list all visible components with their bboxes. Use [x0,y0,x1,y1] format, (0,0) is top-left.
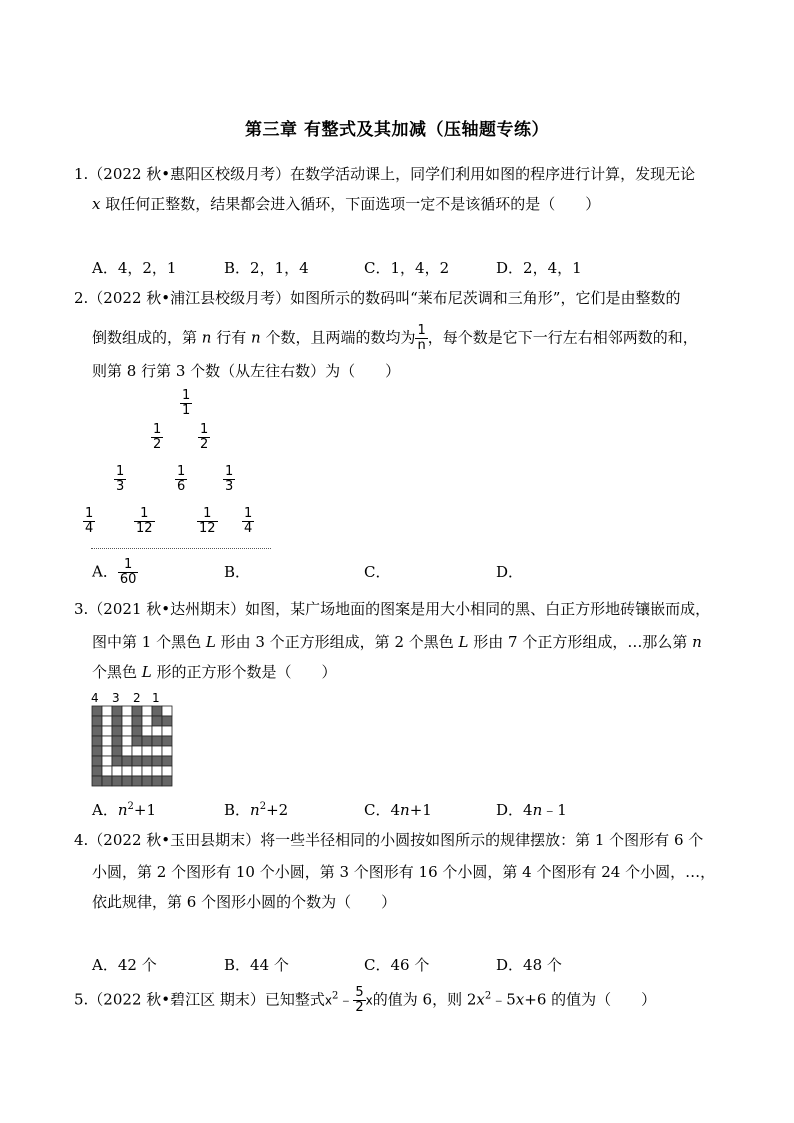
q3-choice-d[interactable]: D．4n﹣1 [496,801,567,819]
triangle-row4-cell2: $\frac{1}{12}$ [136,506,153,536]
q1-choice-d[interactable]: D．2，4，1 [496,259,582,277]
tile-cell [112,766,122,776]
q4-line-1: 4.（2022 秋•玉田县期末）将一些半径相同的小圆按如图所示的规律摆放：第 1 个图形有 6 个 [74,831,704,849]
q3-line-2: 图中第 1 个黑色 L 形由 3 个正方形组成，第 2 个黑色 L 形由 7 个正方形组成，…那么第 n [92,633,702,651]
triangle-row4-cell1: $\frac{1}{4}$ [85,506,94,536]
tile-cell [112,736,122,746]
q2-line-3: 则第 8 行第 3 个数（从左往右数）为（ ） [92,362,401,380]
tile-cell [162,746,172,756]
tile-cell [162,756,172,766]
q3-line-3: 个黑色 L 形的正方形个数是（ ） [92,663,337,681]
tile-cell [122,746,132,756]
tile-cell [132,756,142,766]
q2-choice-a-fraction: $\frac{1}{60}$ [119,557,137,587]
tile-cell [142,776,152,786]
tile-cell [132,726,142,736]
page-title: 第三章 有整式及其加减（压轴题专练） [245,120,549,140]
q2-line-2-c: 个数，且两端的数均为 [260,328,416,347]
tile-cell [102,706,112,716]
tile-cell [142,706,152,716]
q4-line-3: 依此规律，第 6 个图形小圆的个数为（ ） [92,893,397,911]
tile-cell [142,766,152,776]
tile-cell [92,736,102,746]
tile-cell [122,736,132,746]
q1-choice-b[interactable]: B．2，1，4 [224,259,309,277]
tile-cell [162,706,172,716]
q4-line-2: 小圆，第 2 个图形有 10 个小圆，第 3 个图形有 16 个小圆，第 4 个图形有 24 个小圆，…， [92,863,716,881]
triangle-row3-cell1: $\frac{1}{3}$ [116,464,125,494]
q2-choice-a-label: A． [92,562,118,581]
tile-cell [102,776,112,786]
q3-choice-c[interactable]: C．4n+1 [364,801,432,819]
q4-choice-a[interactable]: A．42 个 [92,956,157,974]
tile-cell [102,746,112,756]
tile-cell [92,706,102,716]
tile-cell [132,716,142,726]
tile-cell [162,716,172,726]
tile-cell [132,776,142,786]
q5-line-1: 5.（2022 秋•碧江区 期末）已知整式$x^2﹣$ $\frac{5}{2}$ x的值为 6，则 $2x^2﹣5x+6$ 的值为（ ） [74,985,657,1015]
q3-var-L-1: L [205,633,216,651]
tile-cell [92,726,102,736]
triangle-dotted-rule [91,548,271,549]
q2-line-2-b: 行有 [211,328,251,347]
q2-line-2-a: 倒数组成的，第 [92,328,202,347]
tile-cell [102,716,112,726]
q3-var-L-2: L [458,633,469,651]
tile-cell [122,716,132,726]
q2-var-n-1: n [201,328,212,347]
tile-cell [142,726,152,736]
tile-cell [132,746,142,756]
tile-cell [152,716,162,726]
q2-line-2-d: ，每个数是它下一行左右相邻两数的和， [427,328,698,347]
tile-cell [162,766,172,776]
q5-fraction-5-over-2: $\frac{5}{2}$ [355,985,364,1015]
q2-choice-a[interactable] [92,558,138,587]
tile-cell [122,756,132,766]
tile-cell [142,736,152,746]
triangle-row4-cell3: $\frac{1}{12}$ [199,506,216,536]
tile-cell [92,716,102,726]
q3-var-L-3: L [141,663,152,681]
triangle-row4-cell4: $\frac{1}{4}$ [244,506,253,536]
tile-cell [142,746,152,756]
q3-line-1: 3.（2021 秋•达州期末）如图，某广场地面的图案是用大小相同的黑、白正方形地砖镶嵌而成， [74,600,711,618]
tile-cell [142,756,152,766]
tile-cell [112,716,122,726]
q2-choice-c[interactable]: C． [364,563,391,581]
tile-cell [112,756,122,766]
tile-cell [122,726,132,736]
tile-cell [132,736,142,746]
q2-line-1: 2.（2022 秋•浦江县校级月考）如图所示的数码叫“莱布尼茨调和三角形”，它们是由整数的 [74,289,681,307]
tile-cell [112,776,122,786]
tile-cell [122,766,132,776]
tile-cell [152,706,162,716]
triangle-row2-cell1: $\frac{1}{2}$ [153,422,162,452]
q1-line-2 [92,194,600,214]
q2-var-n-2: n [251,328,261,347]
q2-line-2 [92,324,698,353]
tile-cell [142,716,152,726]
tile-cell [152,766,162,776]
tile-cell [152,736,162,746]
q2-frac-den: n [415,338,427,353]
triangle-row1-cell1: $\frac{1}{1}$ [182,388,191,418]
tile-cell [102,756,112,766]
q3-choice-b[interactable]: B．$n^2+2$ [224,801,289,819]
tile-cell [162,776,172,786]
tile-cell [112,746,122,756]
q1-line-2-text: 取任何正整数，结果都会进入循环，下面选项一定不是该循环的是（ ） [100,195,601,213]
triangle-row2-cell2: $\frac{1}{2}$ [200,422,209,452]
tile-grid-svg [91,705,173,787]
q1-choice-a[interactable]: A．4，2，1 [92,259,177,277]
tile-cell [162,726,172,736]
tile-cell [152,756,162,766]
q1-var-x: x [92,195,101,213]
grid-label-1: 1 [152,691,160,705]
tile-cell [122,776,132,786]
q5-prefix: 5.（2022 秋•碧江区 期末）已知整式 [74,990,325,1009]
q2-frac-num: 1 [417,323,426,338]
tile-cell [112,706,122,716]
q3-var-n: n [692,633,702,651]
q2-choice-d[interactable]: D． [496,563,524,581]
tile-cell [132,766,142,776]
tile-cell [102,766,112,776]
triangle-row3-cell2: $\frac{1}{6}$ [177,464,186,494]
q4-choice-d[interactable]: D．48 个 [496,956,562,974]
tile-cell [92,776,102,786]
tile-cell [162,736,172,746]
tile-cell [102,726,112,736]
tile-cell [112,726,122,736]
tile-grid-figure [91,705,173,791]
tile-cell [132,706,142,716]
grid-label-4: 4 [91,691,99,705]
q2-choice-b[interactable]: B． [224,563,251,581]
grid-label-3: 3 [112,691,120,705]
tile-cell [152,726,162,736]
q2-fraction-1-over-n [415,324,427,353]
q1-choice-c[interactable]: C．1，4，2 [364,259,450,277]
tile-cell [102,736,112,746]
q4-choice-b[interactable]: B．44 个 [224,956,289,974]
tile-cell [92,766,102,776]
q3-choice-a[interactable]: A．$n^2+1$ [92,801,157,819]
q4-choice-c[interactable]: C．46 个 [364,956,430,974]
q1-line-1: 1.（2022 秋•惠阳区校级月考）在数学活动课上，同学们利用如图的程序进行计算，发现无论 [74,165,696,183]
tile-cell [122,706,132,716]
tile-cell [152,776,162,786]
tile-cell [92,746,102,756]
grid-label-2: 2 [133,691,141,705]
tile-cell [152,746,162,756]
triangle-row3-cell3: $\frac{1}{3}$ [225,464,234,494]
tile-cell [92,756,102,766]
